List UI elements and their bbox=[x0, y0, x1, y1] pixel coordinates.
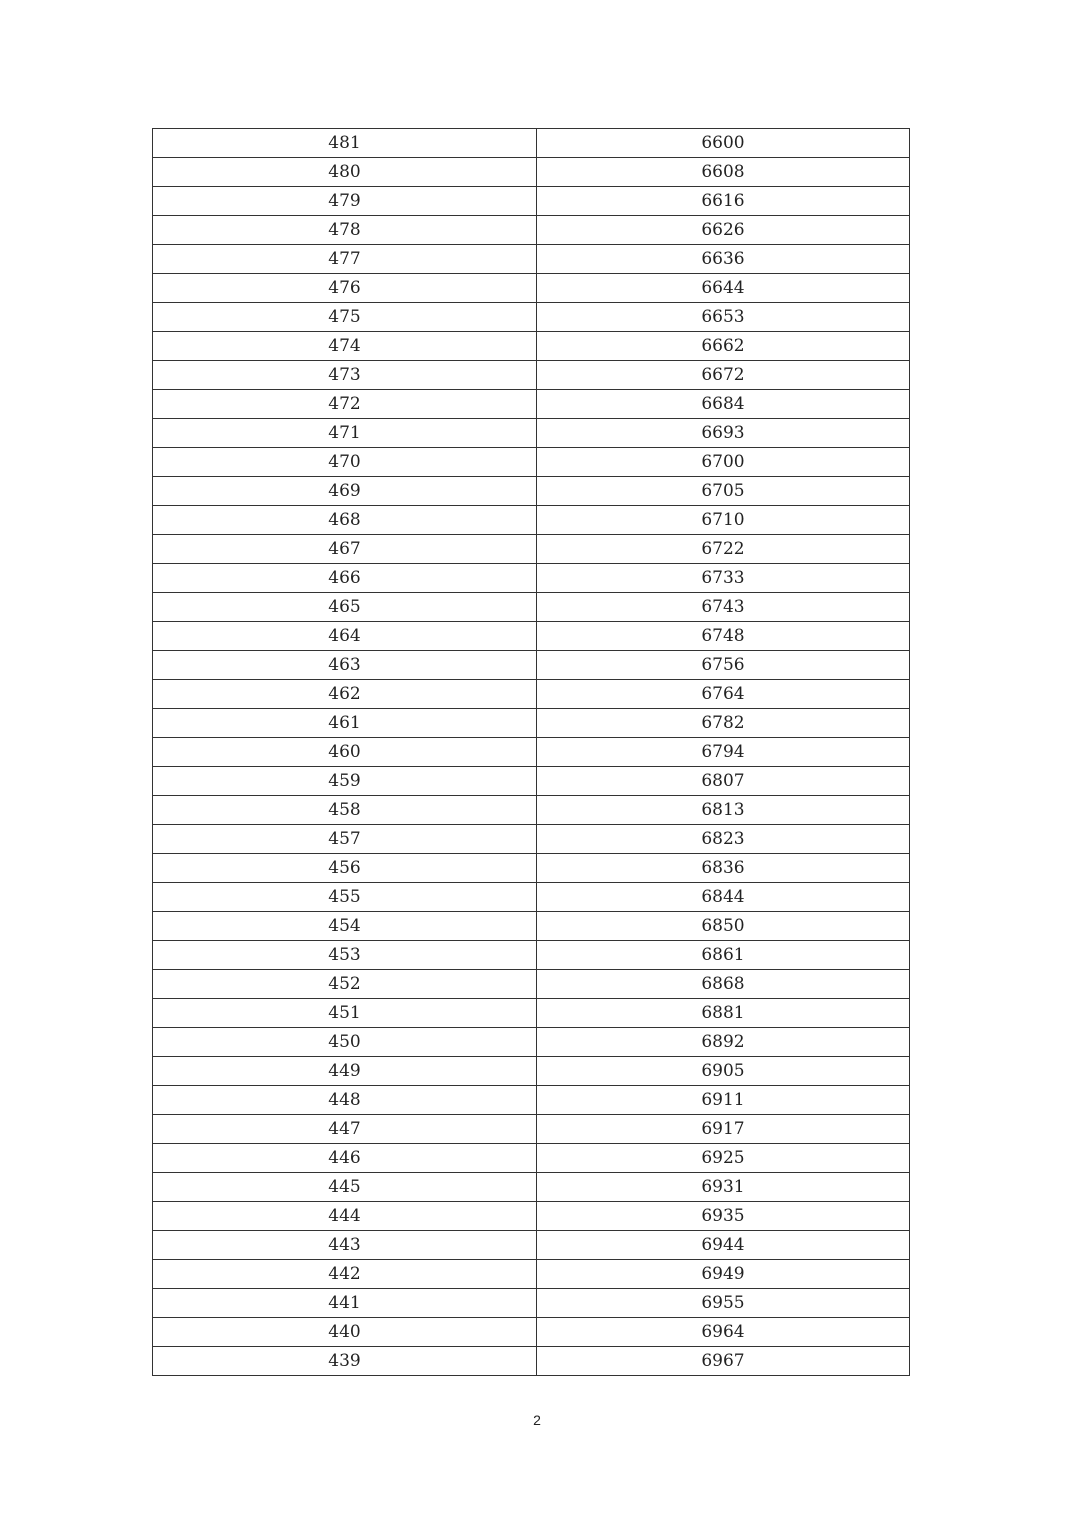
score-cell: 476 bbox=[153, 274, 537, 303]
score-cell: 450 bbox=[153, 1028, 537, 1057]
score-cell: 471 bbox=[153, 419, 537, 448]
table-row bbox=[153, 738, 910, 767]
score-cell: 475 bbox=[153, 303, 537, 332]
rank-cell: 6700 bbox=[537, 448, 910, 477]
rank-cell: 6868 bbox=[537, 970, 910, 999]
rank-cell: 6743 bbox=[537, 593, 910, 622]
rank-cell: 6662 bbox=[537, 332, 910, 361]
table-row bbox=[153, 1318, 910, 1347]
score-cell: 442 bbox=[153, 1260, 537, 1289]
rank-cell: 6844 bbox=[537, 883, 910, 912]
table-row bbox=[153, 999, 910, 1028]
rank-cell: 6917 bbox=[537, 1115, 910, 1144]
score-cell: 443 bbox=[153, 1231, 537, 1260]
rank-cell: 6616 bbox=[537, 187, 910, 216]
rank-cell: 6931 bbox=[537, 1173, 910, 1202]
score-cell: 445 bbox=[153, 1173, 537, 1202]
table-row bbox=[153, 448, 910, 477]
rank-cell: 6693 bbox=[537, 419, 910, 448]
rank-cell: 6710 bbox=[537, 506, 910, 535]
rank-cell: 6644 bbox=[537, 274, 910, 303]
rank-cell: 6925 bbox=[537, 1144, 910, 1173]
rank-cell: 6722 bbox=[537, 535, 910, 564]
score-cell: 440 bbox=[153, 1318, 537, 1347]
score-cell: 444 bbox=[153, 1202, 537, 1231]
rank-cell: 6756 bbox=[537, 651, 910, 680]
score-cell: 480 bbox=[153, 158, 537, 187]
score-cell: 470 bbox=[153, 448, 537, 477]
score-cell: 479 bbox=[153, 187, 537, 216]
table-row bbox=[153, 535, 910, 564]
rank-cell: 6672 bbox=[537, 361, 910, 390]
score-cell: 478 bbox=[153, 216, 537, 245]
table-row bbox=[153, 1347, 910, 1376]
table-body bbox=[153, 129, 910, 1376]
table-row bbox=[153, 796, 910, 825]
table-row bbox=[153, 303, 910, 332]
score-cell: 462 bbox=[153, 680, 537, 709]
table-row bbox=[153, 1173, 910, 1202]
rank-cell: 6636 bbox=[537, 245, 910, 274]
rank-cell: 6705 bbox=[537, 477, 910, 506]
rank-cell: 6881 bbox=[537, 999, 910, 1028]
score-cell: 453 bbox=[153, 941, 537, 970]
score-cell: 469 bbox=[153, 477, 537, 506]
score-cell: 467 bbox=[153, 535, 537, 564]
rank-cell: 6823 bbox=[537, 825, 910, 854]
rank-cell: 6861 bbox=[537, 941, 910, 970]
score-cell: 474 bbox=[153, 332, 537, 361]
table-row bbox=[153, 361, 910, 390]
score-cell: 446 bbox=[153, 1144, 537, 1173]
table-row bbox=[153, 854, 910, 883]
table-row bbox=[153, 1115, 910, 1144]
rank-cell: 6608 bbox=[537, 158, 910, 187]
page-number: 2 bbox=[533, 1412, 541, 1428]
rank-cell: 6813 bbox=[537, 796, 910, 825]
score-cell: 448 bbox=[153, 1086, 537, 1115]
score-cell: 449 bbox=[153, 1057, 537, 1086]
rank-cell: 6794 bbox=[537, 738, 910, 767]
rank-cell: 6626 bbox=[537, 216, 910, 245]
score-cell: 464 bbox=[153, 622, 537, 651]
table-row bbox=[153, 129, 910, 158]
rank-cell: 6653 bbox=[537, 303, 910, 332]
rank-cell: 6600 bbox=[537, 129, 910, 158]
score-cell: 481 bbox=[153, 129, 537, 158]
rank-cell: 6911 bbox=[537, 1086, 910, 1115]
rank-cell: 6949 bbox=[537, 1260, 910, 1289]
score-cell: 459 bbox=[153, 767, 537, 796]
table-row bbox=[153, 1289, 910, 1318]
table-row bbox=[153, 274, 910, 303]
table-row bbox=[153, 1028, 910, 1057]
score-cell: 454 bbox=[153, 912, 537, 941]
score-cell: 468 bbox=[153, 506, 537, 535]
table-row bbox=[153, 506, 910, 535]
score-cell: 461 bbox=[153, 709, 537, 738]
table-row bbox=[153, 390, 910, 419]
table-row bbox=[153, 158, 910, 187]
rank-cell: 6807 bbox=[537, 767, 910, 796]
rank-cell: 6964 bbox=[537, 1318, 910, 1347]
score-cell: 463 bbox=[153, 651, 537, 680]
rank-cell: 6850 bbox=[537, 912, 910, 941]
rank-cell: 6684 bbox=[537, 390, 910, 419]
score-cell: 473 bbox=[153, 361, 537, 390]
table-row bbox=[153, 651, 910, 680]
table-row bbox=[153, 564, 910, 593]
table-row bbox=[153, 680, 910, 709]
table-row bbox=[153, 1057, 910, 1086]
score-cell: 457 bbox=[153, 825, 537, 854]
table-row bbox=[153, 767, 910, 796]
table-row bbox=[153, 1086, 910, 1115]
table-row bbox=[153, 245, 910, 274]
score-cell: 477 bbox=[153, 245, 537, 274]
table-row bbox=[153, 825, 910, 854]
rank-cell: 6935 bbox=[537, 1202, 910, 1231]
table-row bbox=[153, 970, 910, 999]
table-row bbox=[153, 593, 910, 622]
table-row bbox=[153, 709, 910, 738]
score-cell: 439 bbox=[153, 1347, 537, 1376]
score-cell: 455 bbox=[153, 883, 537, 912]
rank-cell: 6764 bbox=[537, 680, 910, 709]
rank-cell: 6748 bbox=[537, 622, 910, 651]
score-cell: 452 bbox=[153, 970, 537, 999]
rank-cell: 6892 bbox=[537, 1028, 910, 1057]
table-row bbox=[153, 216, 910, 245]
score-cell: 466 bbox=[153, 564, 537, 593]
table-row bbox=[153, 1144, 910, 1173]
score-cell: 447 bbox=[153, 1115, 537, 1144]
rank-cell: 6955 bbox=[537, 1289, 910, 1318]
score-cell: 472 bbox=[153, 390, 537, 419]
score-cell: 465 bbox=[153, 593, 537, 622]
table-row bbox=[153, 622, 910, 651]
rank-cell: 6905 bbox=[537, 1057, 910, 1086]
score-cell: 458 bbox=[153, 796, 537, 825]
table-row bbox=[153, 912, 910, 941]
rank-cell: 6944 bbox=[537, 1231, 910, 1260]
score-cell: 441 bbox=[153, 1289, 537, 1318]
table-row bbox=[153, 187, 910, 216]
score-table bbox=[152, 128, 910, 1376]
table-row bbox=[153, 477, 910, 506]
table-row bbox=[153, 332, 910, 361]
rank-cell: 6733 bbox=[537, 564, 910, 593]
score-cell: 451 bbox=[153, 999, 537, 1028]
table-row bbox=[153, 1202, 910, 1231]
rank-cell: 6782 bbox=[537, 709, 910, 738]
table-row bbox=[153, 1231, 910, 1260]
score-cell: 456 bbox=[153, 854, 537, 883]
table-row bbox=[153, 883, 910, 912]
score-cell: 460 bbox=[153, 738, 537, 767]
table-row bbox=[153, 1260, 910, 1289]
table-row bbox=[153, 941, 910, 970]
rank-cell: 6967 bbox=[537, 1347, 910, 1376]
rank-cell: 6836 bbox=[537, 854, 910, 883]
table-row bbox=[153, 419, 910, 448]
